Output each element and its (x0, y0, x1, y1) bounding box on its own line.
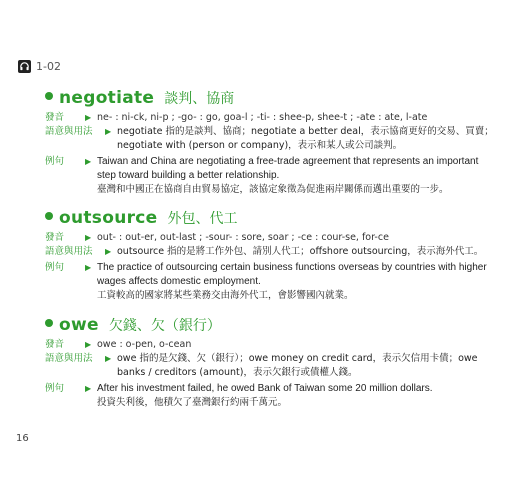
pronunciation-text: ne- : ni-ck, ni-p ; -go- : go, goa-l ; -ti- : shee-p, shee-t ; -ate : ate, l-ate (97, 112, 428, 123)
example-label: 例句 (45, 156, 65, 167)
bullet-dot-icon (45, 319, 53, 327)
arrow-icon: ▶ (85, 113, 92, 122)
pronunciation-label: 發音 (45, 339, 65, 350)
pronunciation-row (45, 338, 495, 352)
headword: outsource (59, 208, 158, 228)
example-translation: 臺灣和中國正在協商自由貿易協定，該協定象徵為促進兩岸關係而邁出重要的一步。 (97, 184, 449, 195)
headword: negotiate (59, 88, 155, 108)
example-sentence: Taiwan and China are negotiating a free-trade agreement that represents an important (97, 156, 479, 167)
headword: owe (59, 315, 99, 335)
example-translation: 投資失利後，他積欠了臺灣銀行約兩千萬元。 (97, 397, 288, 408)
usage-label: 語意與用法 (45, 353, 93, 364)
usage-text: outsource 指的是將工作外包、請別人代工；offshore outsourcing，表示海外代工。 (117, 246, 484, 257)
headword-row (45, 208, 495, 228)
arrow-icon: ▶ (85, 340, 92, 349)
example-label: 例句 (45, 262, 65, 273)
example-sentence-continued: step toward building a better relationship. (97, 170, 280, 181)
usage-text: negotiate 指的是談判、協商；negotiate a better deal，表示協商更好的交易、買賣； (117, 126, 494, 137)
track-number: 1-02 (36, 60, 61, 73)
bullet-dot-icon (45, 92, 53, 100)
usage-text-continued: negotiate with (person or company)，表示和某人或公司談判。 (117, 140, 403, 151)
example-sentence: The practice of outsourcing certain business functions overseas by countries with higher (97, 262, 487, 273)
usage-label: 語意與用法 (45, 126, 93, 137)
entry-outsource (45, 208, 495, 303)
pronunciation-text: owe : o-pen, o-cean (97, 339, 192, 350)
arrow-icon: ▶ (105, 127, 112, 136)
headword-translation: 欠錢、欠（銀行） (108, 318, 221, 334)
arrow-icon: ▶ (85, 384, 92, 393)
audio-track (18, 60, 61, 73)
pronunciation-row (45, 111, 495, 125)
headword-translation: 外包、代工 (167, 211, 238, 227)
entry-owe (45, 315, 495, 410)
headword-row (45, 88, 495, 108)
pronunciation-row (45, 231, 495, 245)
usage-text: owe 指的是欠錢、欠（銀行）；owe money on credit card，表示欠信用卡債；owe (117, 353, 478, 364)
usage-row (45, 352, 495, 366)
arrow-icon: ▶ (105, 247, 112, 256)
example-row (45, 155, 495, 169)
usage-label: 語意與用法 (45, 246, 93, 257)
pronunciation-label: 發音 (45, 112, 65, 123)
example-row (45, 261, 495, 275)
headphones-icon (18, 60, 31, 73)
headword-translation: 談判、協商 (164, 91, 235, 107)
example-sentence: After his investment failed, he owed Bank of Taiwan some 20 million dollars. (97, 383, 433, 394)
example-sentence-continued: wages affects domestic employment. (97, 276, 261, 287)
arrow-icon: ▶ (85, 233, 92, 242)
pronunciation-text: out- : out-er, out-last ; -sour- : sore, soar ; -ce : cour-se, for-ce (97, 232, 389, 243)
pronunciation-label: 發音 (45, 232, 65, 243)
arrow-icon: ▶ (85, 263, 92, 272)
example-translation: 工資較高的國家將某些業務交由海外代工，會影響國內就業。 (97, 290, 354, 301)
example-label: 例句 (45, 383, 65, 394)
example-row (45, 382, 495, 396)
usage-row (45, 245, 495, 259)
headword-row (45, 315, 495, 335)
usage-text-continued: banks / creditors (amount)，表示欠銀行或債權人錢。 (117, 367, 358, 378)
page-number: 16 (16, 433, 29, 444)
entry-negotiate (45, 88, 495, 197)
arrow-icon: ▶ (105, 354, 112, 363)
arrow-icon: ▶ (85, 157, 92, 166)
bullet-dot-icon (45, 212, 53, 220)
usage-row (45, 125, 495, 139)
